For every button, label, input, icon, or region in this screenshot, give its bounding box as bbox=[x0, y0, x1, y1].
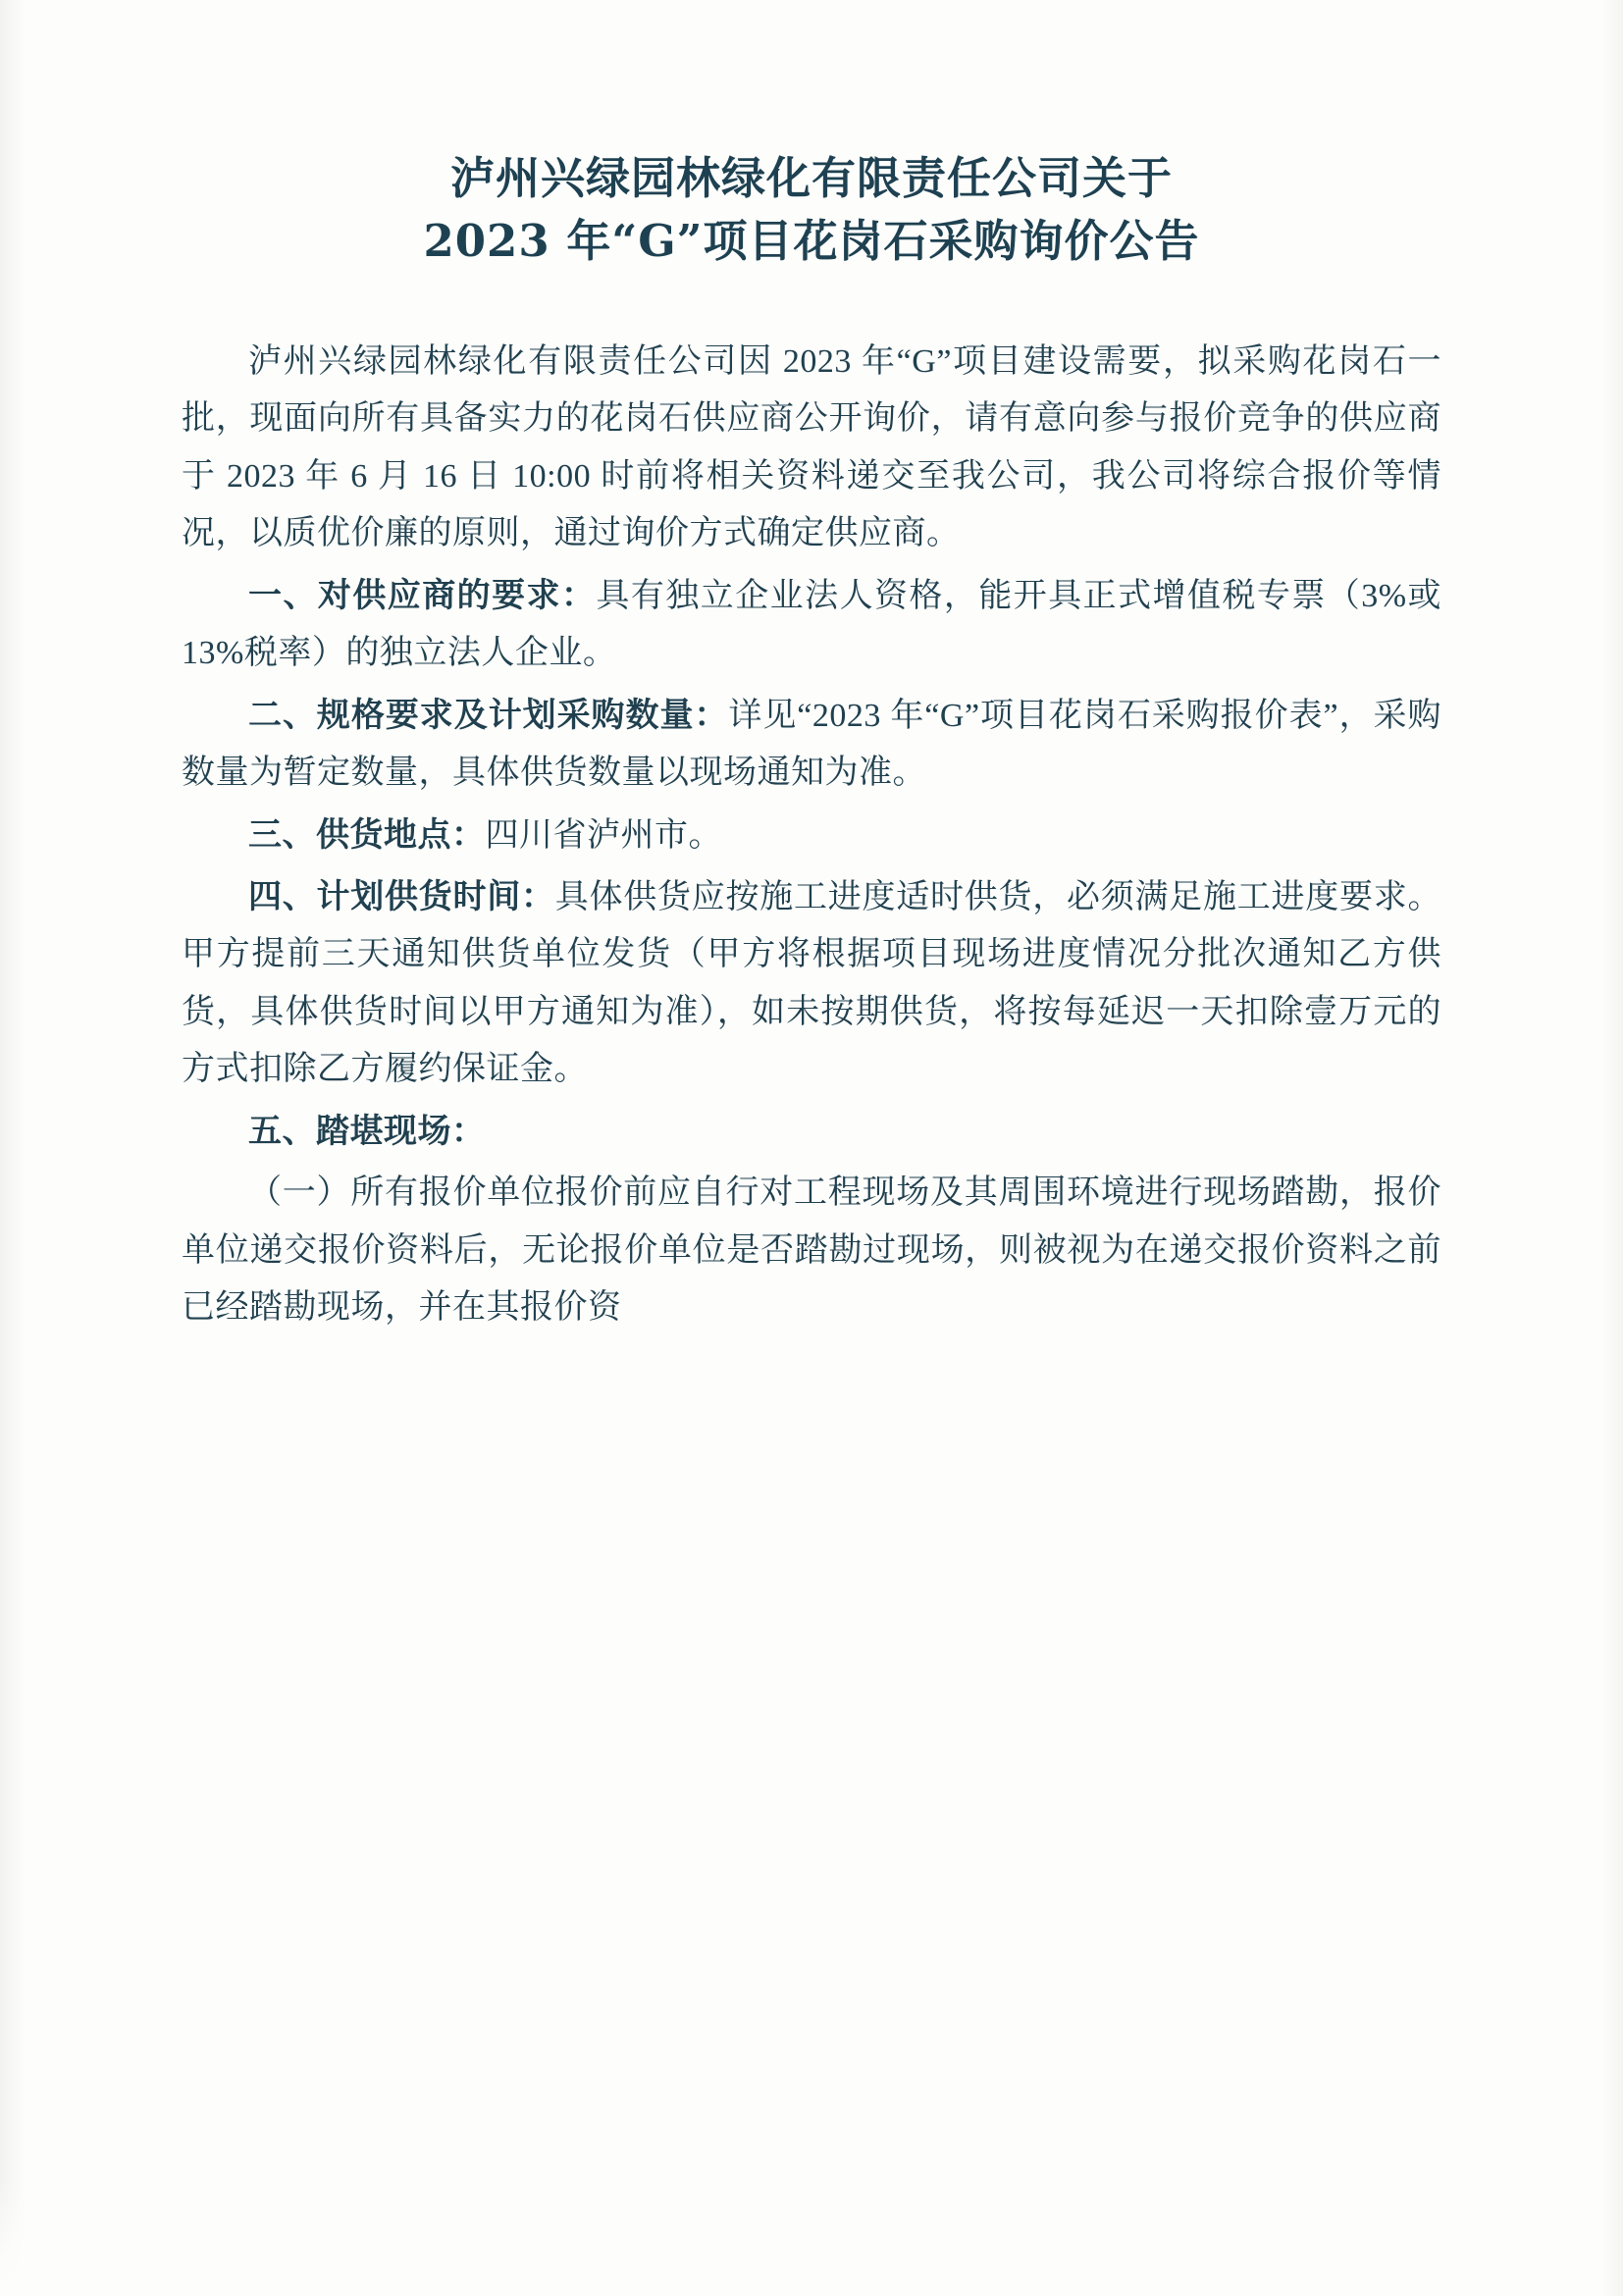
page-title-line-1: 泸州兴绿园林绿化有限责任公司关于 bbox=[449, 152, 1173, 204]
paragraph-section-four bbox=[182, 868, 1441, 1099]
document-content bbox=[182, 147, 1441, 1337]
paragraph-section-three bbox=[182, 807, 1441, 864]
section-three-text: 四川省泸州市。 bbox=[485, 816, 722, 854]
page-title-line-2: 2023 年“G”项目花岗石采购询价公告 bbox=[423, 214, 1200, 267]
paragraph-section-five bbox=[182, 1103, 1441, 1161]
section-one-text: 具有独立企业法人资格，能开具正式增值税专票（3%或 13%税率）的独立法人企业。 bbox=[182, 577, 1441, 672]
paragraph-section-one bbox=[182, 567, 1441, 683]
section-five-item-one-text: （一）所有报价单位报价前应自行对工程现场及其周围环境进行现场踏勘，报价单位递交报价资料后，无论报价单位是否踏勘过现场，则被视为在递交报价资料之前已经踏勘现场，并在其报价资 bbox=[182, 1174, 1441, 1327]
section-four-text: 具体供货应按施工进度适时供货，必须满足施工进度要求。甲方提前三天通知供货单位发货（甲方将根据项目现场进度情况分批次通知乙方供货，具体供货时间以甲方通知为准），如未按期供货，将按每延迟一天扣除壹万元的方式扣除乙方履约保证金。 bbox=[182, 879, 1441, 1088]
section-three-heading: 三、供货地点： bbox=[248, 814, 486, 855]
section-two-heading: 二、规格要求及计划采购数量： bbox=[248, 695, 729, 735]
section-four-heading: 四、计划供货时间： bbox=[248, 877, 555, 916]
section-five-heading: 五、踏堪现场： bbox=[248, 1111, 486, 1151]
section-one-heading: 一、对供应商的要求： bbox=[248, 575, 597, 615]
page-title bbox=[182, 147, 1441, 273]
page-bottom-fade bbox=[0, 2178, 1623, 2296]
paragraph-section-two bbox=[182, 687, 1441, 803]
paragraph-section-five-item-one bbox=[182, 1165, 1441, 1336]
paragraph-intro bbox=[182, 334, 1441, 563]
section-two-text: 详见“2023 年“G”项目花岗石采购报价表”，采购数量为暂定数量，具体供货数量以现场通知为准。 bbox=[182, 697, 1442, 792]
paragraph-intro-text: 泸州兴绿园林绿化有限责任公司因 2023 年“G”项目建设需要，拟采购花岗石一批，现面向所有具备实力的花岗石供应商公开询价，请有意向参与报价竞争的供应商于 2023 年 6 月 16 日 10:00 时前将相关资料递交至我公司，我公司将综合报价等情况，以质优价廉的原则，通过询价方式确定供应商。 bbox=[182, 342, 1441, 552]
